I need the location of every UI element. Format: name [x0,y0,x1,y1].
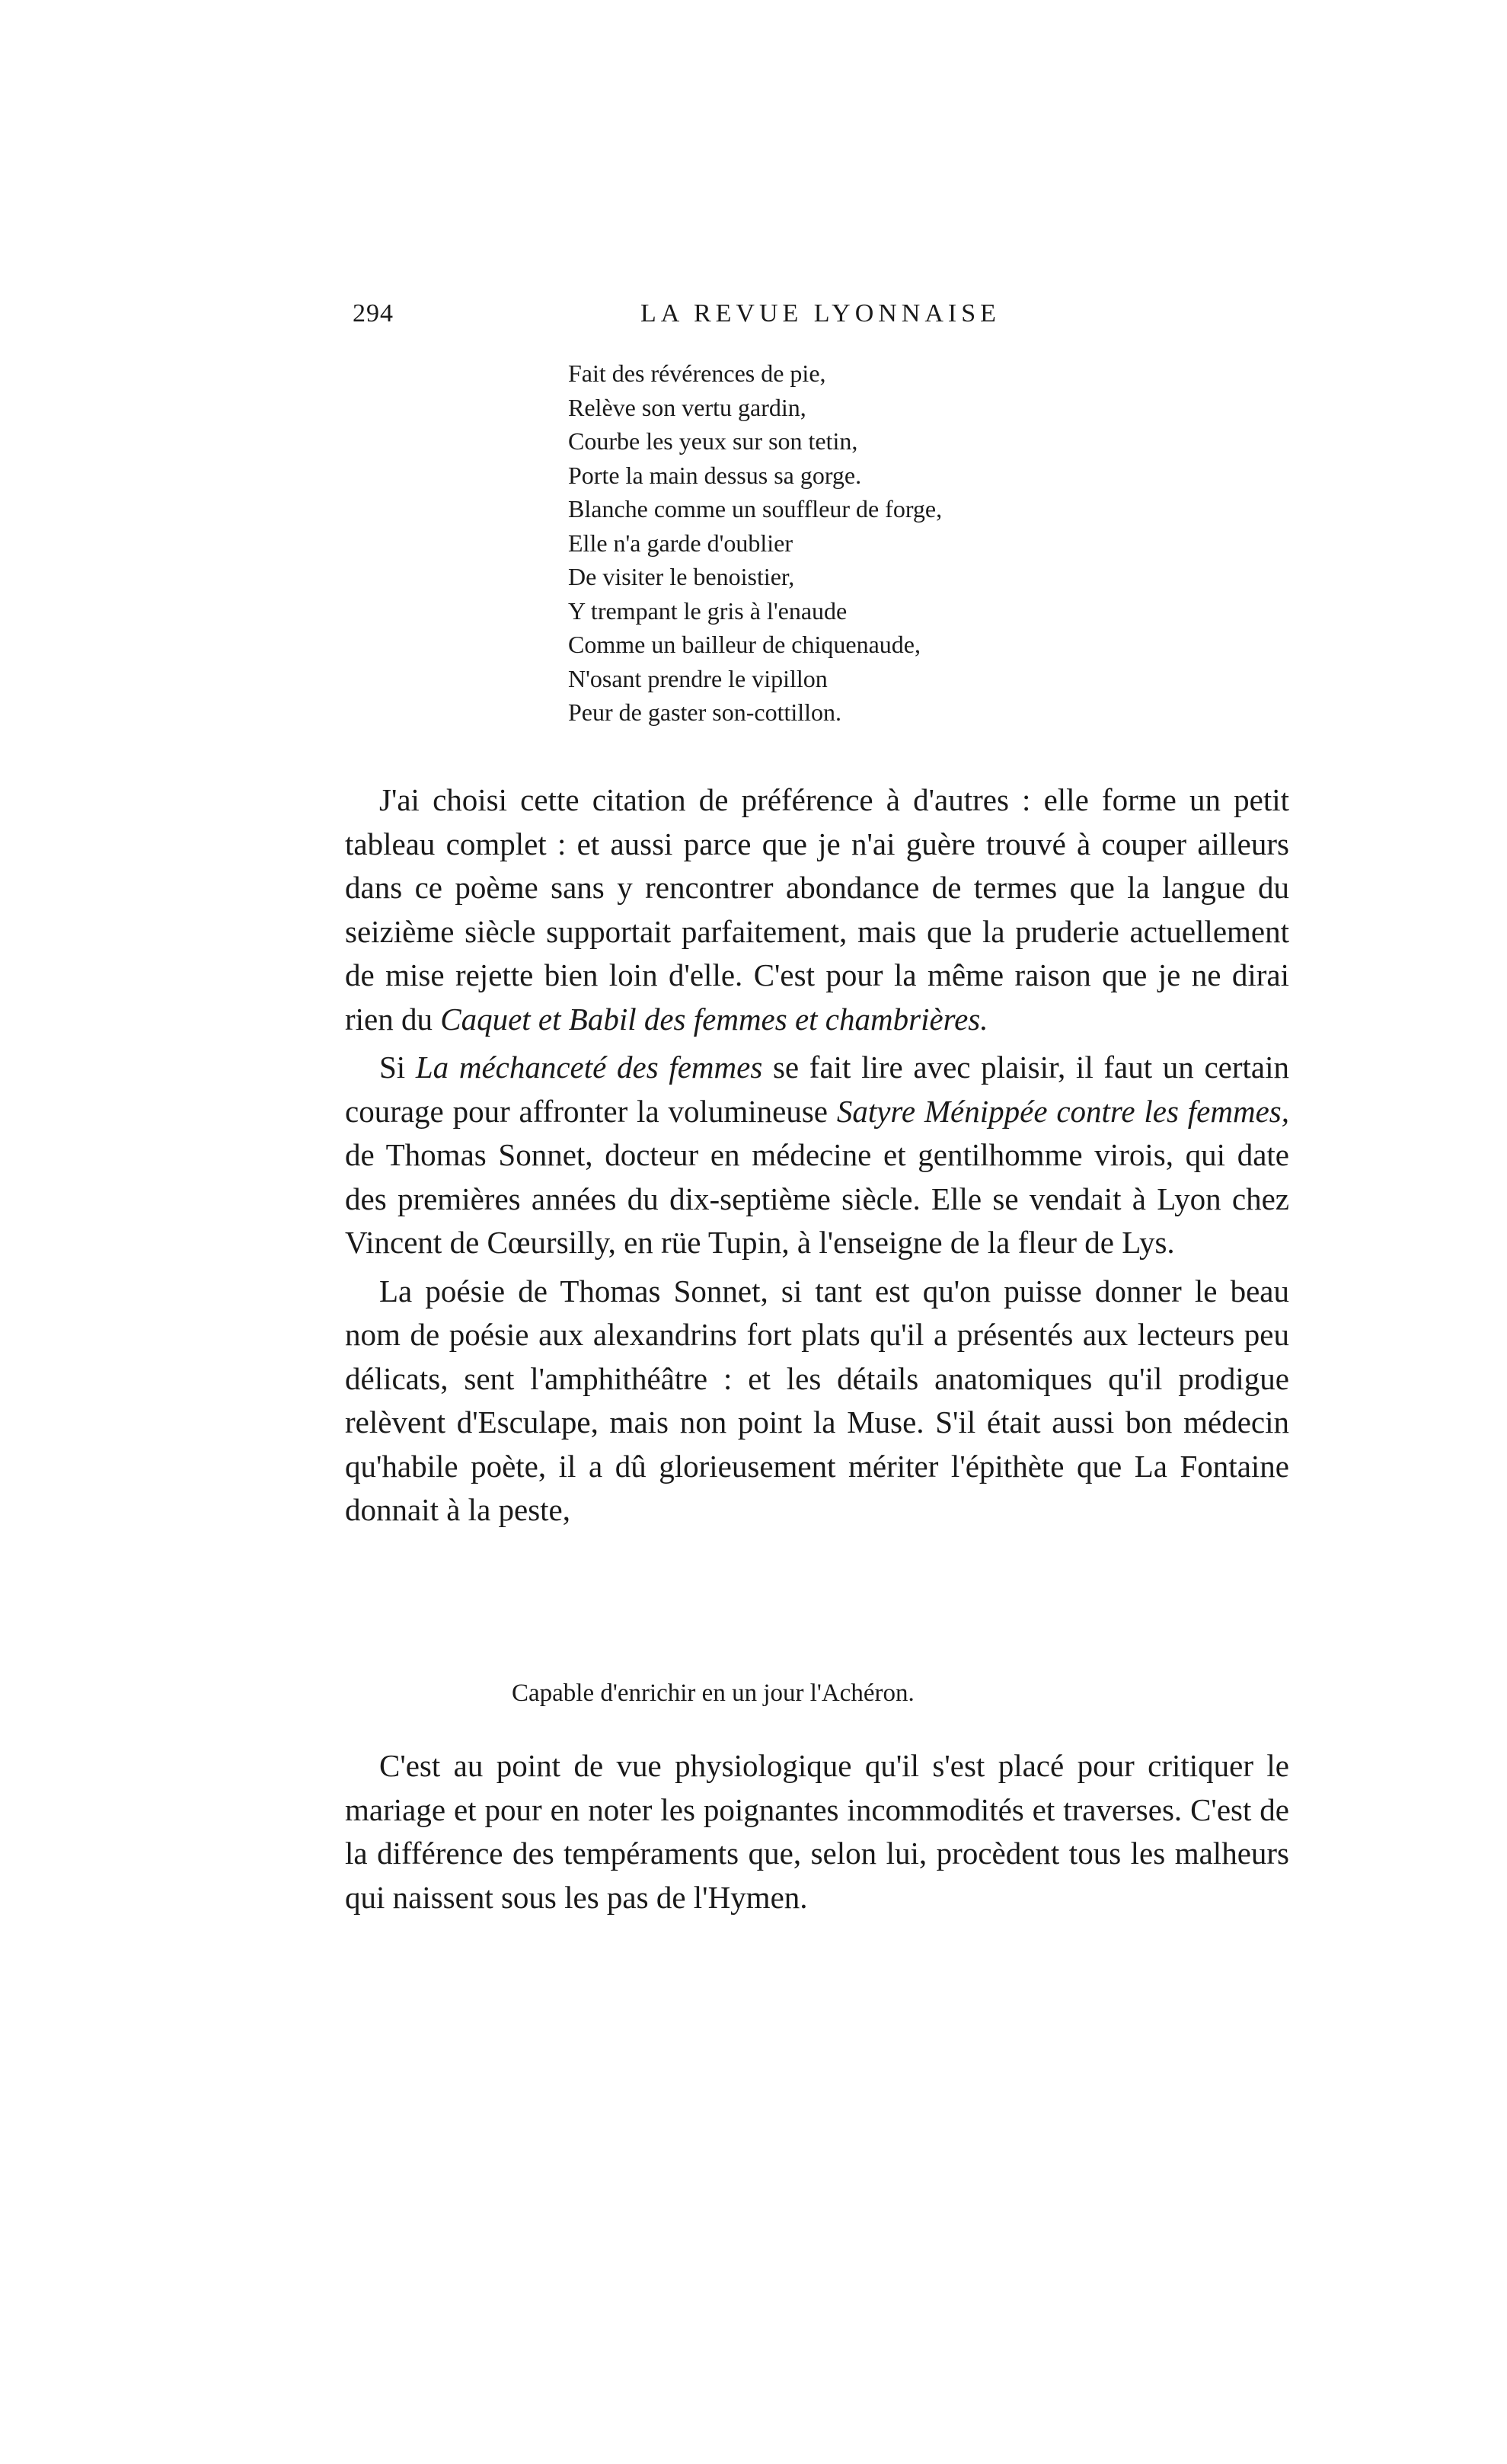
poem-line: Courbe les yeux sur son tetin, [568,427,858,455]
prose-block-main [345,778,1289,1532]
paragraph-text: Si [379,1050,416,1085]
paragraph-satyre-menippee [345,1046,1289,1265]
page-header [353,299,1007,337]
paragraph-citation-choice [345,778,1289,1041]
paragraph-text: C'est au point de vue physiologique qu'il s'est placé pour critiquer le mariage et pour en noter les poignantes incommodités et traverses. C'est de la différence des tempéraments que, selon lui, procèdent tous les malheurs qui naissent sous les pas de l'Hymen. [345,1748,1289,1915]
poem-line: N'osant prendre le vipillon [568,664,828,692]
book-title-italic: Caquet et Babil des femmes et chambrières. [440,1001,988,1037]
poem-line: Comme un bailleur de chiquenaude, [568,631,921,658]
paragraph-text: de Thomas Sonnet, docteur en médecine et gentilhomme virois, qui date des premières années du dix-septième siècle. Elle se vendait à Lyon chez Vincent de Cœursilly, en rüe Tupin, à l'enseigne de la fleur de Lys. [345,1137,1289,1260]
paragraph-poesie-sonnet [345,1270,1289,1532]
paragraph-text: La poésie de Thomas Sonnet, si tant est qu'on puisse donner le beau nom de poésie aux alexandrins fort plats qu'il a présentés aux lecteurs peu délicats, sent l'amphithéâtre : et les détails anatomiques qu'il prodigue relèvent d'Esculape, mais non point la Muse. S'il était aussi bon médecin qu'habile poète, il a dû glorieusement mériter l'épithète que La Fontaine donnait à la peste, [345,1273,1289,1527]
poem-line: Relève son vertu gardin, [568,393,806,421]
poem-line: Porte la main dessus sa gorge. [568,461,862,489]
running-title: LA REVUE LYONNAISE [640,299,1001,328]
poem-line: De visiter le benoistier, [568,563,795,590]
paragraph-physiologique [345,1744,1289,1919]
book-title-italic: La méchanceté des femmes [415,1050,763,1085]
prose-block-closing [345,1744,1289,1919]
poem-line: Elle n'a garde d'oublier [568,529,793,557]
verse-quotation: Capable d'enrichir en un jour l'Achéron. [512,1679,915,1707]
poem-excerpt [568,356,1055,730]
poem-line: Peur de gaster son-cottillon. [568,698,842,726]
paragraph-text: se fait lire avec plaisir, il faut un certain courage pour affronter la volumineuse [345,1050,1289,1129]
poem-line: Y trempant le gris à l'enaude [568,596,848,625]
page-number: 294 [353,299,394,328]
poem-line: Blanche comme un souffleur de forge, [568,495,943,523]
poem-line: Fait des révérences de pie, [568,360,826,387]
paragraph-text: J'ai choisi cette citation de préférence à d'autres : elle forme un petit tableau complet : et aussi parce que je n'ai guère trouvé à couper ailleurs dans ce poème sans y rencontrer abondance de termes que la langue du seizième siècle supportait parfaitement, mais que la pruderie actuellement de mise rejette bien loin d'elle. C'est pour la même raison que je ne dirai rien du [345,782,1289,1037]
book-title-italic: Satyre Ménippée contre les femmes, [836,1093,1289,1129]
